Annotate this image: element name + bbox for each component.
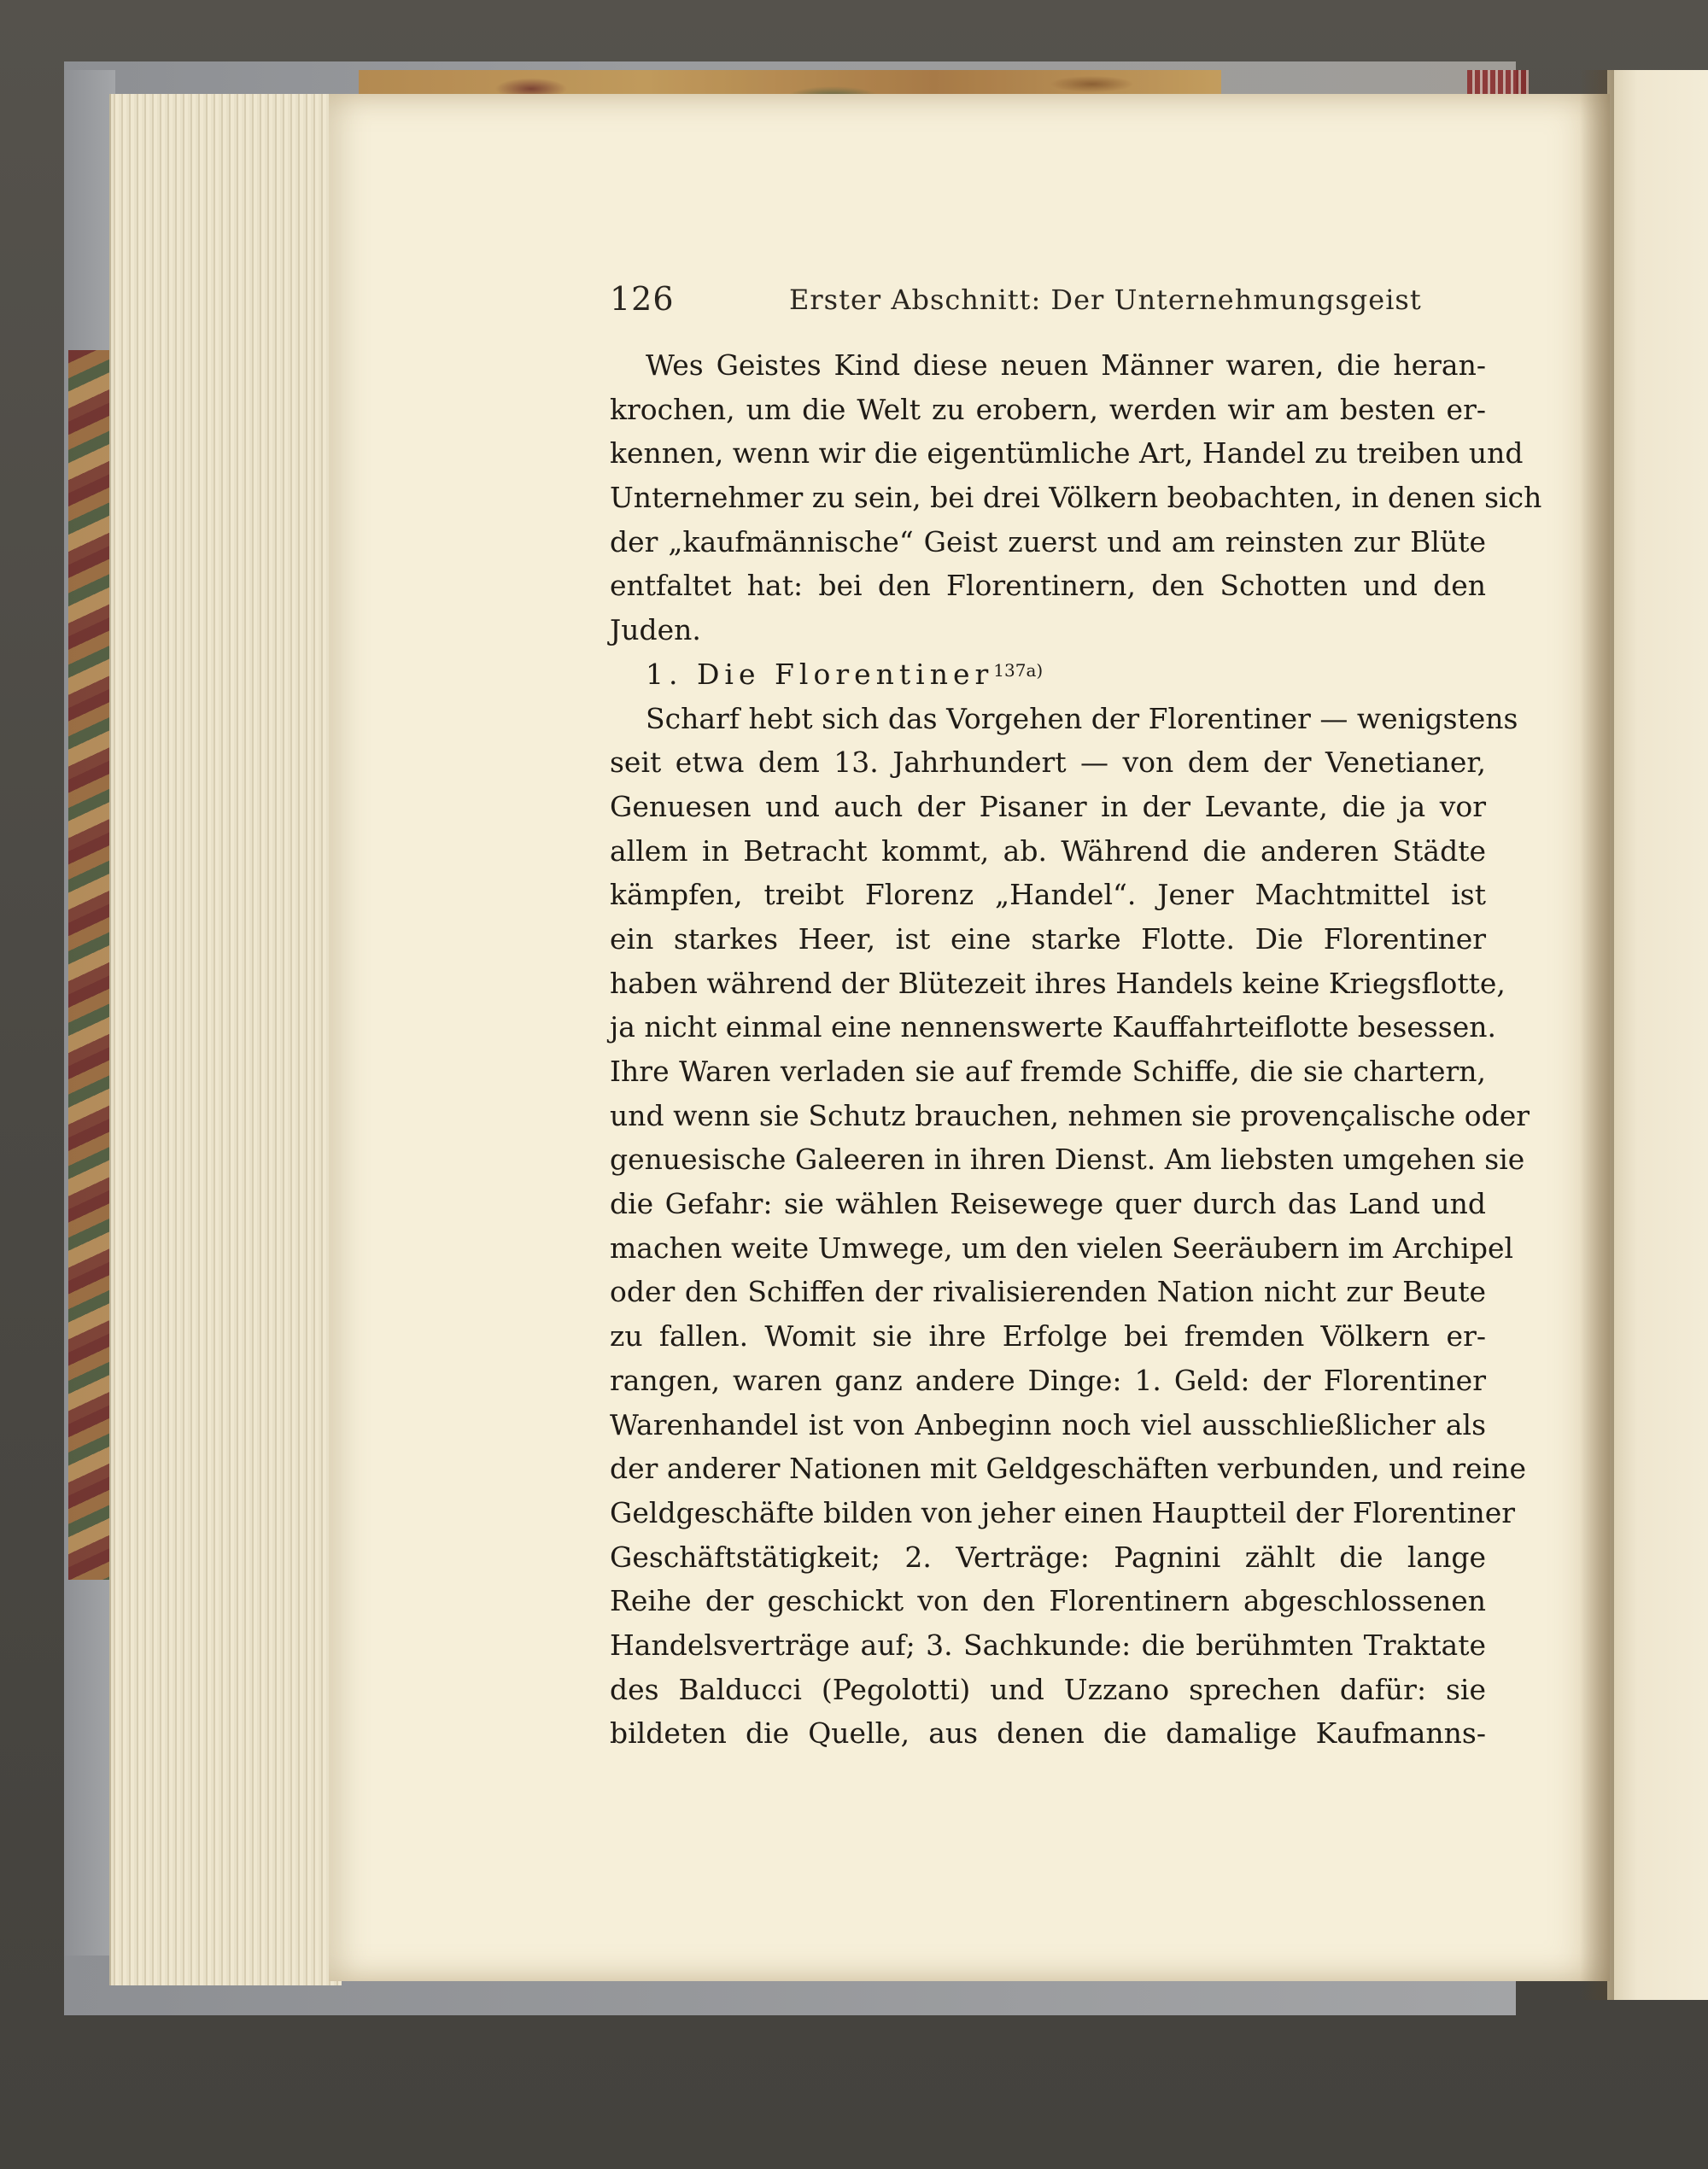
text-line: Handelsverträge auf; 3. Sachkunde: die berühmten Traktate xyxy=(610,1628,1486,1662)
text-line: rangen, waren ganz andere Dinge: 1. Geld: der Florentiner xyxy=(610,1363,1486,1397)
text-line: seit etwa dem 13. Jahrhundert — von dem der Venetianer, xyxy=(610,745,1486,780)
gutter-shadow xyxy=(1580,70,1614,2000)
text-line: der anderer Nationen mit Geldgeschäften verbunden, und reine xyxy=(610,1452,1526,1486)
text-line: allem in Betracht kommt, ab. Während die anderen Städte xyxy=(610,833,1486,868)
footnote-reference: 137a) xyxy=(993,659,1044,681)
section-heading-text: 1. Die Florentiner xyxy=(646,657,994,691)
marbled-endpaper-left xyxy=(68,350,115,1580)
text-line: krochen, um die Welt zu erobern, werden wir am besten er- xyxy=(610,392,1486,426)
text-line: und wenn sie Schutz brauchen, nehmen sie provençalische oder xyxy=(610,1098,1530,1132)
text-line: entfaltet hat: bei den Florentinern, den Schotten und den xyxy=(610,569,1486,603)
text-line: Geschäftstätigkeit; 2. Verträge: Pagnini zählt die lange xyxy=(610,1540,1486,1574)
running-header xyxy=(610,280,1498,323)
text-line: oder den Schiffen der rivalisierenden Nation nicht zur Beute xyxy=(610,1275,1486,1309)
text-line: kennen, wenn wir die eigentümliche Art, Handel zu treiben und xyxy=(610,436,1524,471)
text-line: genuesische Galeeren in ihren Dienst. Am liebsten umgehen sie xyxy=(610,1143,1525,1177)
text-line: der „kaufmännische“ Geist zuerst und am reinsten zur Blüte xyxy=(610,524,1486,558)
text-line: Unternehmer zu sein, bei drei Völkern beobachten, in denen sich xyxy=(610,481,1542,515)
text-line: des Balducci (Pegolotti) und Uzzano sprechen dafür: sie xyxy=(610,1672,1486,1706)
text-line: Warenhandel ist von Anbeginn noch viel ausschließlicher als xyxy=(610,1407,1486,1441)
chapter-title: Erster Abschnitt: Der Unternehmungsgeist xyxy=(789,284,1422,316)
text-line: Wes Geistes Kind diese neuen Männer waren, die heran- xyxy=(646,348,1486,382)
text-line: zu fallen. Womit sie ihre Erfolge bei fremden Völkern er- xyxy=(610,1319,1486,1353)
body-text xyxy=(610,343,1542,1756)
text-line: bildeten die Quelle, aus denen die damalige Kaufmanns- xyxy=(610,1716,1486,1751)
text-line: Juden. xyxy=(610,613,701,647)
text-line: Scharf hebt sich das Vorgehen der Florentiner — wenigstens xyxy=(646,701,1518,735)
text-line: die Gefahr: sie wählen Reisewege quer durch das Land und xyxy=(610,1187,1486,1221)
page-number: 126 xyxy=(610,280,675,318)
facing-page xyxy=(1607,70,1708,2000)
text-line: ein starkes Heer, ist eine starke Flotte. Die Florentiner xyxy=(610,921,1486,956)
text-line: Geldgeschäfte bilden von jeher einen Hauptteil der Florentiner xyxy=(610,1495,1516,1529)
text-line: Reihe der geschickt von den Florentinern abgeschlossenen xyxy=(610,1584,1486,1618)
text-line: machen weite Umwege, um den vielen Seeräubern im Archipel xyxy=(610,1231,1514,1265)
text-line: Ihre Waren verladen sie auf fremde Schiffe, die sie chartern, xyxy=(610,1055,1486,1088)
text-line: haben während der Blütezeit ihres Handels keine Kriegsflotte, xyxy=(610,966,1506,1000)
page-stack-edges xyxy=(109,94,342,1985)
text-line: kämpfen, treibt Florenz „Handel“. Jener Machtmittel ist xyxy=(610,878,1486,912)
section-heading xyxy=(610,652,1486,697)
text-line: ja nicht einmal eine nennenswerte Kauffahrteiflotte besessen. xyxy=(610,1010,1496,1044)
text-line: Genuesen und auch der Pisaner in der Levante, die ja vor xyxy=(610,789,1486,823)
